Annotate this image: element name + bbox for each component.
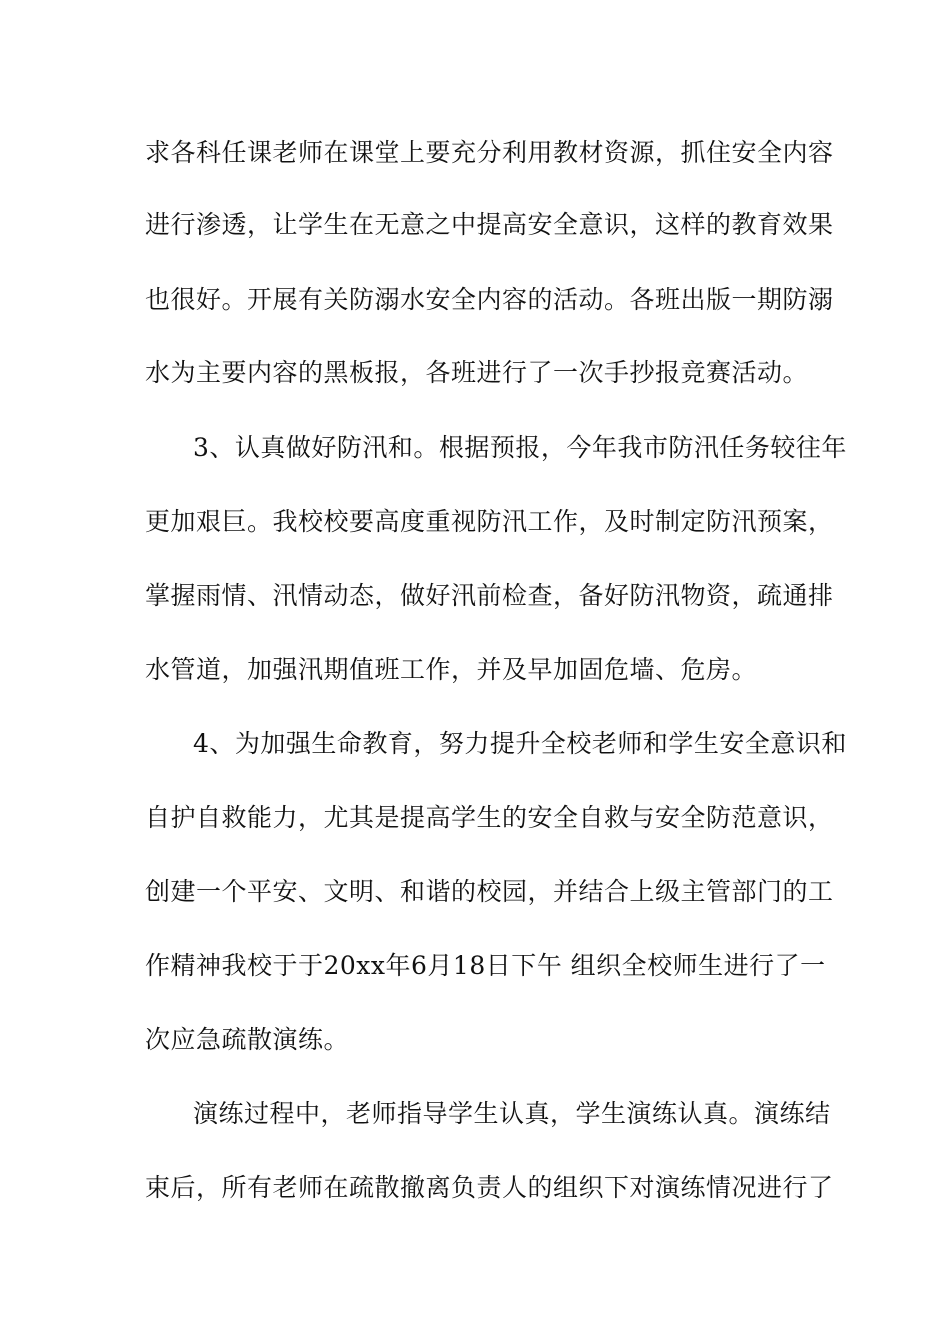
text-line: 自护自救能力，尤其是提高学生的安全自救与安全防范意识， bbox=[145, 803, 834, 832]
paragraph-start-line: 演练过程中，老师指导学生认真，学生演练认真。演练结 bbox=[193, 1099, 831, 1128]
text-line: 作精神我校于于20xx年6月18日下午 组织全校师生进行了一 bbox=[145, 951, 826, 980]
text-line: 进行渗透，让学生在无意之中提高安全意识，这样的教育效果 bbox=[145, 210, 834, 239]
text-line: 求各科任课老师在课堂上要充分利用教材资源，抓住安全内容 bbox=[145, 138, 834, 167]
text-line: 水为主要内容的黑板报，各班进行了一次手抄报竞赛活动。 bbox=[145, 358, 809, 387]
text-line: 掌握雨情、汛情动态，做好汛前检查，备好防汛物资，疏通排 bbox=[145, 581, 834, 610]
text-line: 也很好。开展有关防溺水安全内容的活动。各班出版一期防溺 bbox=[145, 285, 834, 314]
text-line: 更加艰巨。我校校要高度重视防汛工作，及时制定防汛预案， bbox=[145, 507, 834, 536]
paragraph-start-line: 4、为加强生命教育，努力提升全校老师和学生安全意识和 bbox=[193, 729, 847, 758]
text-line: 水管道，加强汛期值班工作，并及早加固危墙、危房。 bbox=[145, 655, 758, 684]
text-line: 次应急疏散演练。 bbox=[145, 1025, 350, 1054]
text-line: 束后，所有老师在疏散撤离负责人的组织下对演练情况进行了 bbox=[145, 1173, 834, 1202]
paragraph-start-line: 3、认真做好防汛和。根据预报，今年我市防汛任务较往年 bbox=[193, 433, 847, 462]
text-line: 创建一个平安、文明、和谐的校园，并结合上级主管部门的工 bbox=[145, 877, 834, 906]
